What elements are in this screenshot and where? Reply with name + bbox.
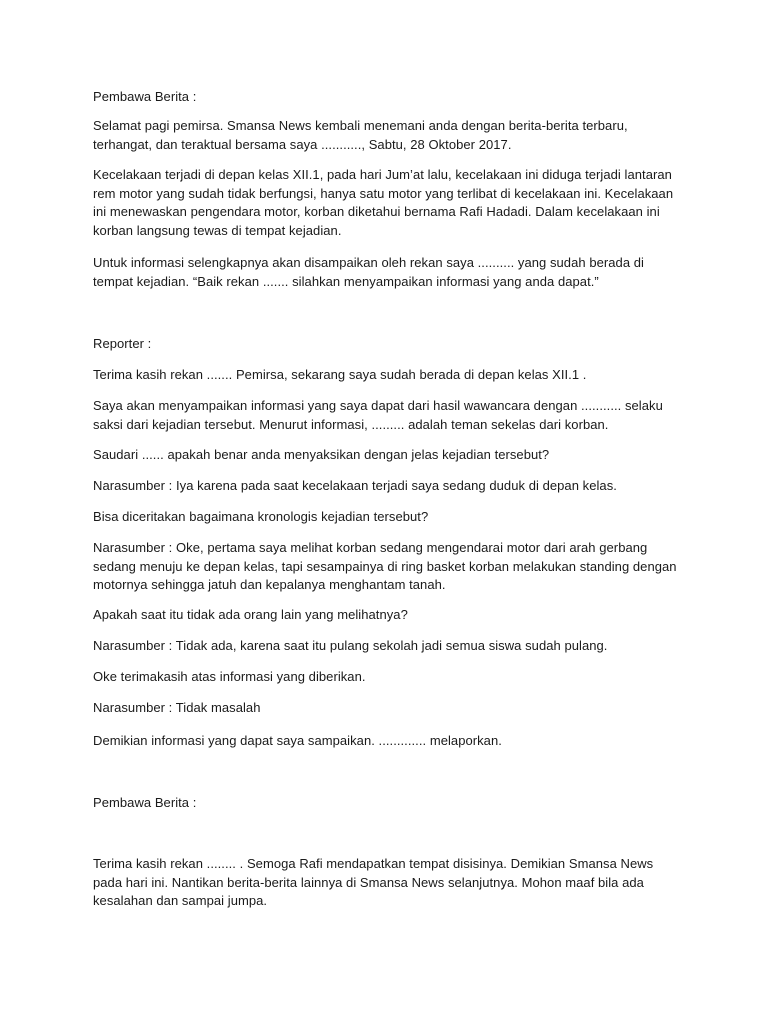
paragraph-answer-1: Narasumber : Iya karena pada saat kecelakaan terjadi saya sedang duduk di depan kelas. (93, 478, 617, 493)
paragraph-answer-2: Narasumber : Oke, pertama saya melihat korban sedang mengendarai motor dari arah gerbang sedang menuju ke depan kelas, tapi sesampainya di ring basket korban melakukan standing dengan motornya sehingga jatuh dan kepalanya menghantam tanah. (93, 540, 677, 592)
paragraph-handover: Untuk informasi selengkapnya akan disampaikan oleh rekan saya .......... yang sudah berada di tempat kejadian. “Baik rekan ....... silahkan menyampaikan informasi yang anda dapat.” (93, 255, 644, 289)
paragraph-answer-4: Narasumber : Tidak masalah (93, 700, 261, 715)
paragraph-opening: Selamat pagi pemirsa. Smansa News kembali menemani anda dengan berita-berita terbaru, terhangat, dan teraktual bersama saya ..........., Sabtu, 28 Oktober 2017. (93, 118, 628, 152)
section-heading-news-anchor: Pembawa Berita : (93, 89, 197, 104)
paragraph-accident-report: Kecelakaan terjadi di depan kelas XII.1, pada hari Jum’at lalu, kecelakaan ini diduga terjadi lantaran rem motor yang sudah tidak berfungsi, hanya satu motor yang terlibat di kecelakaan ini. Kecelakaan ini menewaskan pengendara motor, korban diketahui bernama Rafi Hadadi. Dalam kecelakaan ini korban langsung tewas di tempat kejadian. (93, 167, 674, 238)
paragraph-reporter-intro: Terima kasih rekan ....... Pemirsa, sekarang saya sudah berada di depan kelas XII.1 . (93, 367, 587, 382)
paragraph-thanks: Oke terimakasih atas informasi yang diberikan. (93, 669, 366, 684)
section-heading-reporter: Reporter : (93, 336, 152, 351)
paragraph-question-3: Apakah saat itu tidak ada orang lain yang melihatnya? (93, 607, 408, 622)
paragraph-closing-report: Demikian informasi yang dapat saya sampaikan. ............. melaporkan. (93, 733, 502, 748)
paragraph-question-2: Bisa diceritakan bagaimana kronologis kejadian tersebut? (93, 509, 429, 524)
paragraph-interview-intro: Saya akan menyampaikan informasi yang saya dapat dari hasil wawancara dengan ........... selaku saksi dari kejadian tersebut. Menurut informasi, ......... adalah teman sekelas dari korban. (93, 398, 663, 432)
paragraph-question-1: Saudari ...... apakah benar anda menyaksikan dengan jelas kejadian tersebut? (93, 447, 550, 462)
paragraph-answer-3: Narasumber : Tidak ada, karena saat itu pulang sekolah jadi semua siswa sudah pulang. (93, 638, 608, 653)
paragraph-sign-off: Terima kasih rekan ........ . Semoga Rafi mendapatkan tempat disisinya. Demikian Smansa News pada hari ini. Nantikan berita-berita lainnya di Smansa News selanjutnya. Mohon maaf bila ada kesalahan dan sampai jumpa. (93, 856, 654, 908)
section-heading-news-anchor-closing: Pembawa Berita : (93, 795, 197, 810)
